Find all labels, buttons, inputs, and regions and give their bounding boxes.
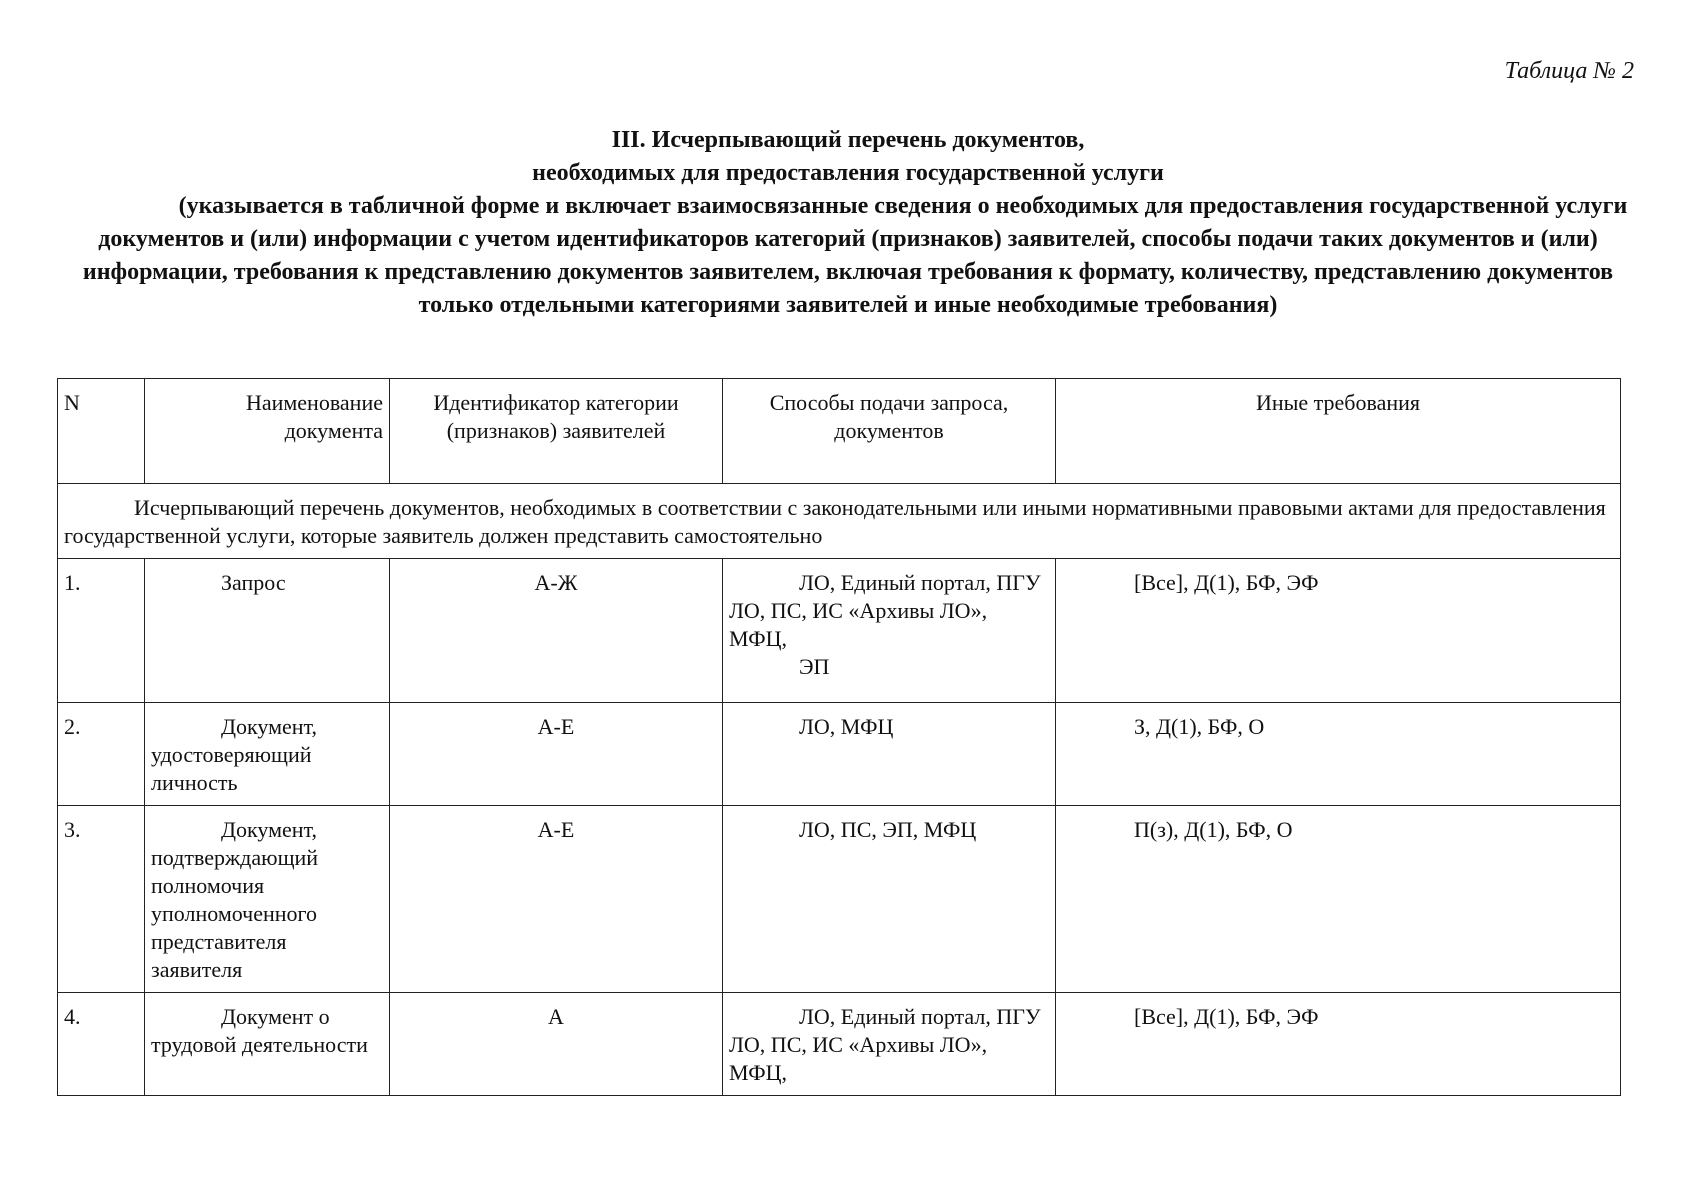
row-methods: ЛО, ПС, ЭП, МФЦ bbox=[723, 806, 1056, 993]
row-document-name: Документ, подтверждающий полномочия уполномоченного представителя заявителя bbox=[145, 806, 390, 993]
table-row bbox=[58, 559, 1621, 703]
row-methods-cell bbox=[723, 559, 1056, 703]
row-document-name: Документ, удостоверяющий личность bbox=[145, 703, 390, 806]
row-other-requirements: П(з), Д(1), БФ, О bbox=[1056, 806, 1621, 993]
header-n: N bbox=[58, 379, 145, 484]
row-number: 3. bbox=[58, 806, 145, 993]
table-row bbox=[58, 806, 1621, 993]
header-other: Иные требования bbox=[1056, 379, 1621, 484]
documents-table bbox=[57, 378, 1621, 1096]
row-category: А-Е bbox=[390, 806, 723, 993]
row-methods: ЛО, Единый портал, ПГУ ЛО, ПС, ИС «Архивы ЛО», МФЦ, bbox=[729, 570, 1041, 651]
header-methods: Способы подачи запроса, документов bbox=[723, 379, 1056, 484]
row-methods: ЛО, МФЦ bbox=[723, 703, 1056, 806]
table-row bbox=[58, 703, 1621, 806]
row-other-requirements: [Все], Д(1), БФ, ЭФ bbox=[1056, 993, 1621, 1096]
row-methods: ЛО, Единый портал, ПГУ ЛО, ПС, ИС «Архивы ЛО», МФЦ, bbox=[723, 993, 1056, 1096]
row-methods-extra: ЭП bbox=[799, 654, 830, 679]
title-line-1: III. Исчерпывающий перечень документов, bbox=[611, 127, 1085, 153]
row-category: А-Ж bbox=[390, 559, 723, 703]
header-name: Наименование документа bbox=[145, 379, 390, 484]
row-other-requirements: З, Д(1), БФ, О bbox=[1056, 703, 1621, 806]
table-number: Таблица № 2 bbox=[1504, 58, 1634, 84]
title-note: (указывается в табличной форме и включает взаимосвязанные сведения о необходимых для предоставления государственной услуги документов и (или) информации с учетом идентификаторов категорий (признаков) заявителей, способы подачи таких документов и (или) информации, требования к представлению документов заявителем, включая требования к формату, количеству, представлению документов только отдельными категориями заявителей и иные необходимые требования) bbox=[82, 193, 1628, 318]
table-header-row bbox=[58, 379, 1621, 484]
section-row bbox=[58, 484, 1621, 559]
row-number: 1. bbox=[58, 559, 145, 703]
section-title: Исчерпывающий перечень документов, необходимых в соответствии с законодательными или иными нормативными правовыми актами для предоставления государственной услуги, которые заявитель должен представить самостоятельно bbox=[58, 484, 1621, 559]
document-heading bbox=[60, 124, 1636, 322]
row-category: А-Е bbox=[390, 703, 723, 806]
row-number: 2. bbox=[58, 703, 145, 806]
header-category: Идентификатор категории (признаков) заявителей bbox=[390, 379, 723, 484]
row-document-name: Документ о трудовой деятельности bbox=[145, 993, 390, 1096]
table-row bbox=[58, 993, 1621, 1096]
row-other-requirements: [Все], Д(1), БФ, ЭФ bbox=[1056, 559, 1621, 703]
row-document-name: Запрос bbox=[145, 559, 390, 703]
row-number: 4. bbox=[58, 993, 145, 1096]
row-category: А bbox=[390, 993, 723, 1096]
title-line-2: необходимых для предоставления государственной услуги bbox=[532, 160, 1164, 186]
